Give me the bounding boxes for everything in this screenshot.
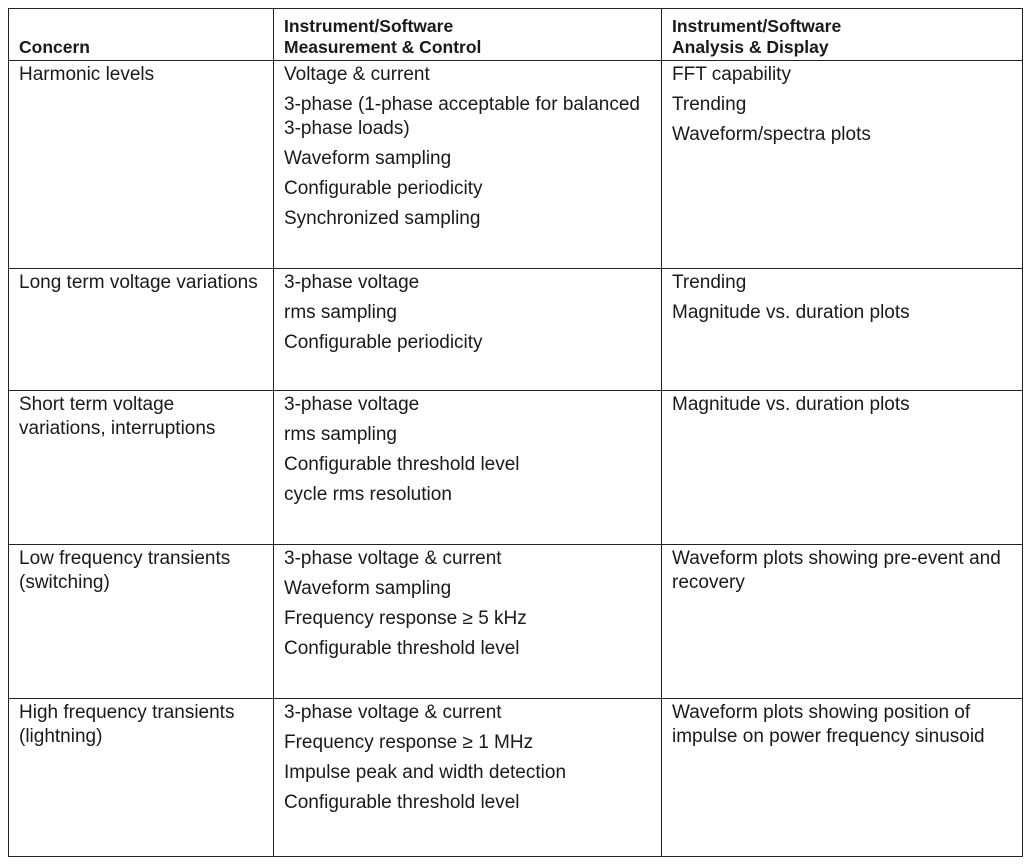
measurement-item: Waveform sampling	[284, 148, 452, 169]
measurement-item: Configurable threshold level	[284, 792, 520, 813]
analysis-item: Waveform/spectra plots	[672, 124, 871, 145]
measurement-item: Voltage & current	[284, 64, 430, 85]
measurement-item: 3-phase voltage	[284, 272, 420, 293]
concern-cell: Low frequency transients (switching)	[9, 545, 274, 699]
measurement-item: Waveform sampling	[284, 578, 452, 599]
measurement-item: 3-phase voltage & current	[284, 548, 502, 569]
analysis-cell	[662, 269, 1023, 391]
measurement-item: Configurable periodicity	[284, 332, 483, 353]
measurement-item: Configurable periodicity	[284, 178, 483, 199]
measurement-item: 3-phase (1-phase acceptable for balanced 3-phase loads)	[284, 94, 640, 139]
analysis-cell	[662, 61, 1023, 269]
header-measurement-line2: Measurement & Control	[284, 37, 482, 57]
measurement-item: 3-phase voltage	[284, 394, 420, 415]
header-analysis	[662, 9, 1023, 61]
table-row	[9, 391, 1023, 545]
analysis-item: Trending	[672, 94, 747, 115]
measurement-item: Synchronized sampling	[284, 208, 481, 229]
measurement-item: Impulse peak and width detection	[284, 762, 567, 783]
header-analysis-line1: Instrument/Software	[672, 16, 842, 36]
analysis-item: FFT capability	[672, 64, 791, 85]
analysis-item: Trending	[672, 272, 747, 293]
header-measurement	[274, 9, 662, 61]
measurement-item: cycle rms resolution	[284, 484, 452, 505]
analysis-cell	[662, 699, 1023, 857]
measurement-item: Frequency response ≥ 1 MHz	[284, 732, 534, 753]
analysis-cell	[662, 545, 1023, 699]
measurement-item: rms sampling	[284, 424, 397, 445]
measurement-cell	[274, 545, 662, 699]
analysis-item: Waveform plots showing pre-event and recovery	[672, 548, 1001, 593]
power-quality-table	[8, 8, 1023, 857]
concern-cell: Harmonic levels	[9, 61, 274, 269]
header-measurement-line1: Instrument/Software	[284, 16, 454, 36]
measurement-item: rms sampling	[284, 302, 397, 323]
concern-cell: Short term voltage variations, interruptions	[9, 391, 274, 545]
header-analysis-line2: Analysis & Display	[672, 37, 829, 57]
measurement-cell	[274, 699, 662, 857]
table-row	[9, 545, 1023, 699]
header-concern	[9, 9, 274, 61]
measurement-cell	[274, 61, 662, 269]
measurement-cell	[274, 269, 662, 391]
measurement-item: Configurable threshold level	[284, 638, 520, 659]
table-row	[9, 269, 1023, 391]
concern-cell: Long term voltage variations	[9, 269, 274, 391]
concern-cell: High frequency transients (lightning)	[9, 699, 274, 857]
analysis-item: Magnitude vs. duration plots	[672, 394, 910, 415]
measurement-item: Frequency response ≥ 5 kHz	[284, 608, 527, 629]
header-concern-label: Concern	[19, 37, 90, 57]
table-header-row	[9, 9, 1023, 61]
analysis-cell	[662, 391, 1023, 545]
table-row	[9, 699, 1023, 857]
table-row	[9, 61, 1023, 269]
measurement-item: 3-phase voltage & current	[284, 702, 502, 723]
analysis-item: Waveform plots showing position of impulse on power frequency sinusoid	[672, 702, 985, 747]
measurement-cell	[274, 391, 662, 545]
analysis-item: Magnitude vs. duration plots	[672, 302, 910, 323]
measurement-item: Configurable threshold level	[284, 454, 520, 475]
